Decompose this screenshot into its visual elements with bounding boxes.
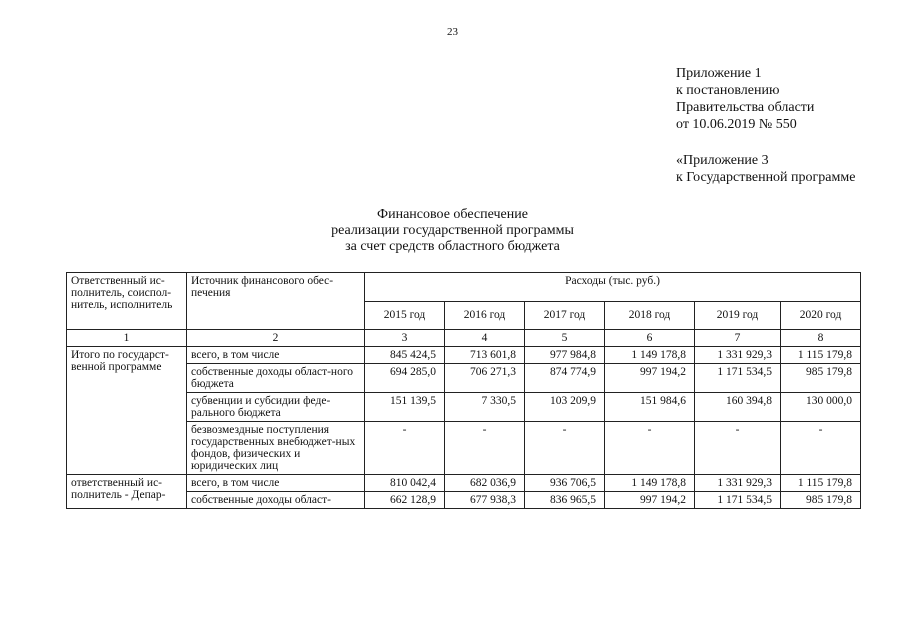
value-cell: 1 149 178,8 <box>605 475 695 492</box>
title-line: за счет средств областного бюджета <box>345 239 560 254</box>
source-cell: собственные доходы област-ного бюджета <box>187 364 365 393</box>
value-cell: 151 139,5 <box>365 393 445 422</box>
source-cell: всего, в том числе <box>187 475 365 492</box>
value-cell: 936 706,5 <box>525 475 605 492</box>
header-year: 2017 год <box>525 301 605 330</box>
value-cell: 103 209,9 <box>525 393 605 422</box>
value-cell: 874 774,9 <box>525 364 605 393</box>
value-cell: - <box>605 422 695 475</box>
header-year: 2015 год <box>365 301 445 330</box>
appendix-line: Приложение 1 <box>676 66 762 81</box>
value-cell: 1 115 179,8 <box>781 347 861 364</box>
value-cell: 997 194,2 <box>605 364 695 393</box>
appendix2-line: к Государственной программе <box>676 170 856 185</box>
header-year: 2018 год <box>605 301 695 330</box>
title-line: Финансовое обеспечение <box>377 207 528 222</box>
value-cell: 7 330,5 <box>445 393 525 422</box>
source-cell: всего, в том числе <box>187 347 365 364</box>
value-cell: 130 000,0 <box>781 393 861 422</box>
value-cell: - <box>445 422 525 475</box>
header-source: Источник финансового обес-печения <box>187 273 365 330</box>
value-cell: 985 179,8 <box>781 364 861 393</box>
value-cell: 1 331 929,3 <box>695 475 781 492</box>
header-year: 2020 год <box>781 301 861 330</box>
value-cell: 1 171 534,5 <box>695 364 781 393</box>
responsible-cell: Итого по государст-венной программе <box>67 347 187 475</box>
table-row <box>67 475 861 492</box>
value-cell: 1 149 178,8 <box>605 347 695 364</box>
column-numbers-row <box>67 330 861 347</box>
value-cell: 985 179,8 <box>781 492 861 509</box>
table-row <box>67 364 861 393</box>
header-year: 2016 год <box>445 301 525 330</box>
financing-table <box>66 272 861 509</box>
column-number: 5 <box>525 330 605 347</box>
value-cell: 845 424,5 <box>365 347 445 364</box>
value-cell: 151 984,6 <box>605 393 695 422</box>
value-cell: 682 036,9 <box>445 475 525 492</box>
value-cell: 662 128,9 <box>365 492 445 509</box>
value-cell: 836 965,5 <box>525 492 605 509</box>
appendix2-line: «Приложение 3 <box>676 153 769 168</box>
appendix-block <box>676 65 814 133</box>
table-row <box>67 422 861 475</box>
value-cell: 977 984,8 <box>525 347 605 364</box>
value-cell: 1 115 179,8 <box>781 475 861 492</box>
appendix2-block <box>676 152 855 186</box>
responsible-cell: ответственный ис-полнитель - Депар- <box>67 475 187 509</box>
table-row <box>67 347 861 364</box>
column-number: 4 <box>445 330 525 347</box>
column-number: 6 <box>605 330 695 347</box>
source-cell: собственные доходы област- <box>187 492 365 509</box>
document-title <box>0 207 905 255</box>
header-year: 2019 год <box>695 301 781 330</box>
appendix-line: к постановлению <box>676 83 780 98</box>
value-cell: 997 194,2 <box>605 492 695 509</box>
value-cell: 694 285,0 <box>365 364 445 393</box>
column-number: 1 <box>67 330 187 347</box>
column-number: 8 <box>781 330 861 347</box>
column-number: 2 <box>187 330 365 347</box>
column-number: 3 <box>365 330 445 347</box>
title-line: реализации государственной программы <box>331 223 574 238</box>
source-cell: безвозмездные поступления государственных внебюджет-ных фондов, физических и юридических лиц <box>187 422 365 475</box>
table-row <box>67 393 861 422</box>
header-row <box>67 273 861 302</box>
value-cell: - <box>695 422 781 475</box>
value-cell: 713 601,8 <box>445 347 525 364</box>
appendix-line: от 10.06.2019 № 550 <box>676 117 797 132</box>
column-number: 7 <box>695 330 781 347</box>
value-cell: 1 331 929,3 <box>695 347 781 364</box>
header-expenses: Расходы (тыс. руб.) <box>365 273 861 302</box>
value-cell: 1 171 534,5 <box>695 492 781 509</box>
table-row <box>67 492 861 509</box>
value-cell: - <box>365 422 445 475</box>
page-number: 23 <box>447 26 458 38</box>
value-cell: 677 938,3 <box>445 492 525 509</box>
value-cell: 160 394,8 <box>695 393 781 422</box>
value-cell: - <box>525 422 605 475</box>
value-cell: 706 271,3 <box>445 364 525 393</box>
appendix-line: Правительства области <box>676 100 815 115</box>
source-cell: субвенции и субсидии феде-рального бюджета <box>187 393 365 422</box>
header-responsible: Ответственный ис-полнитель, соиспол-нитель, исполнитель <box>67 273 187 330</box>
value-cell: 810 042,4 <box>365 475 445 492</box>
value-cell: - <box>781 422 861 475</box>
